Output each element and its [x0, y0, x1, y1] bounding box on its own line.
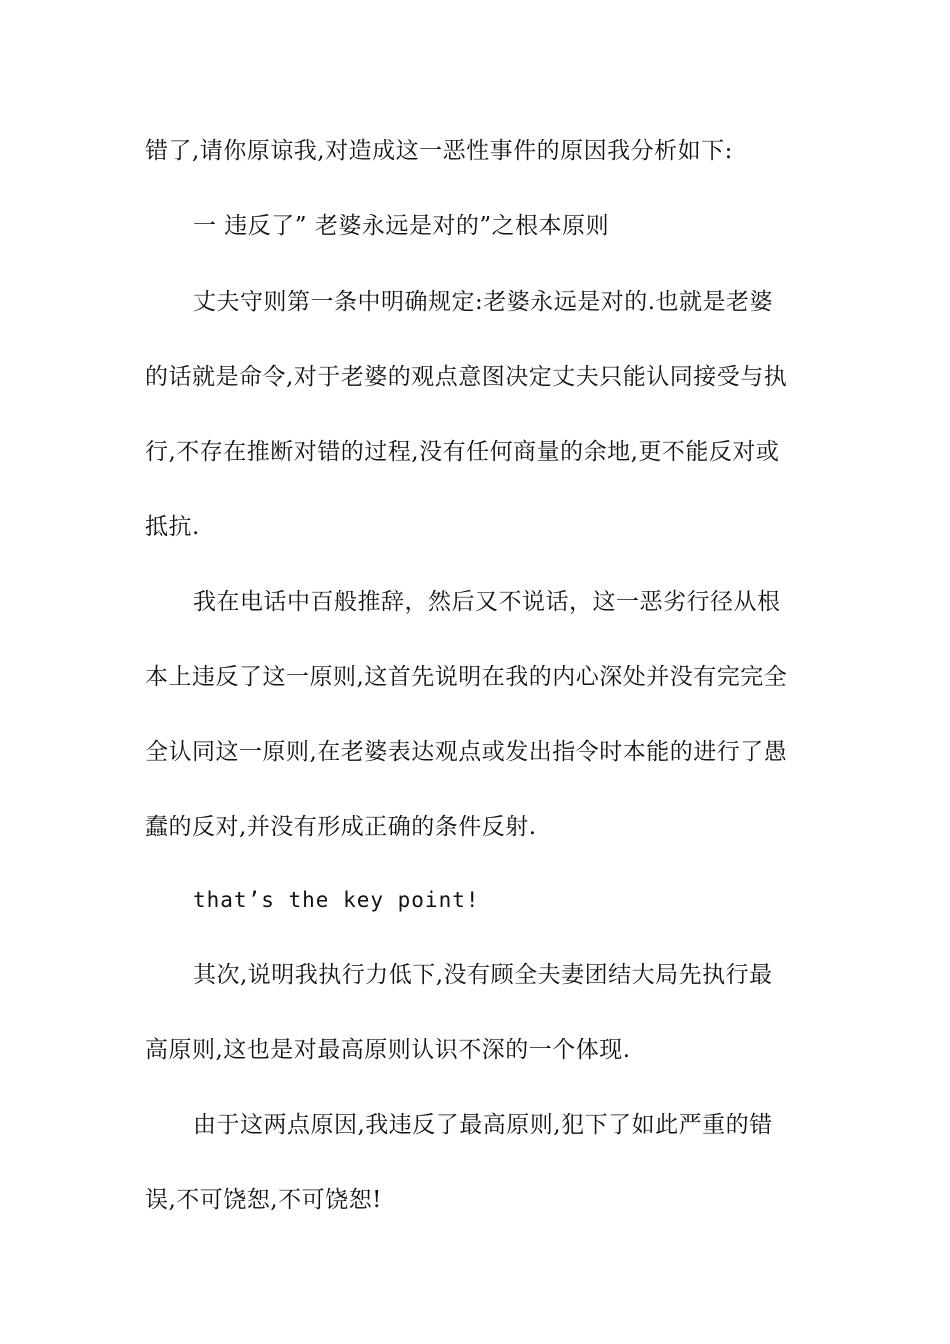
text-line-12: 其次,说明我执行力低下,没有顾全夫妻团结大局先执行最 — [193, 962, 773, 988]
text-line-15: 误,不可饶恕,不可饶恕! — [145, 1187, 382, 1213]
text-line-6: 抵抗. — [145, 514, 200, 540]
text-line-1: 错了,请你原谅我,对造成这一恶性事件的原因我分析如下: — [145, 138, 733, 164]
text-line-13: 高原则,这也是对最高原则认识不深的一个体现. — [145, 1037, 631, 1063]
text-line-4: 的话就是命令,对于老婆的观点意图决定丈夫只能认同接受与执 — [145, 364, 788, 390]
text-line-7: 我在电话中百般推辞，然后又不说话，这一恶劣行径从根 — [193, 589, 781, 615]
text-line-9: 全认同这一原则,在老婆表达观点或发出指令时本能的进行了愚 — [145, 739, 788, 765]
text-line-10: 蠢的反对,并没有形成正确的条件反射. — [145, 814, 537, 840]
section-heading: 一 违反了” 老婆永远是对的”之根本原则 — [193, 213, 610, 239]
key-point-line: that’s the key point! — [193, 888, 480, 912]
text-line-14: 由于这两点原因,我违反了最高原则,犯下了如此严重的错 — [193, 1112, 773, 1138]
text-line-3: 丈夫守则第一条中明确规定:老婆永远是对的.也就是老婆 — [193, 289, 774, 315]
text-line-5: 行,不存在推断对错的过程,没有任何商量的余地,更不能反对或 — [145, 439, 780, 465]
text-line-8: 本上违反了这一原则,这首先说明在我的内心深处并没有完完全 — [145, 664, 788, 690]
